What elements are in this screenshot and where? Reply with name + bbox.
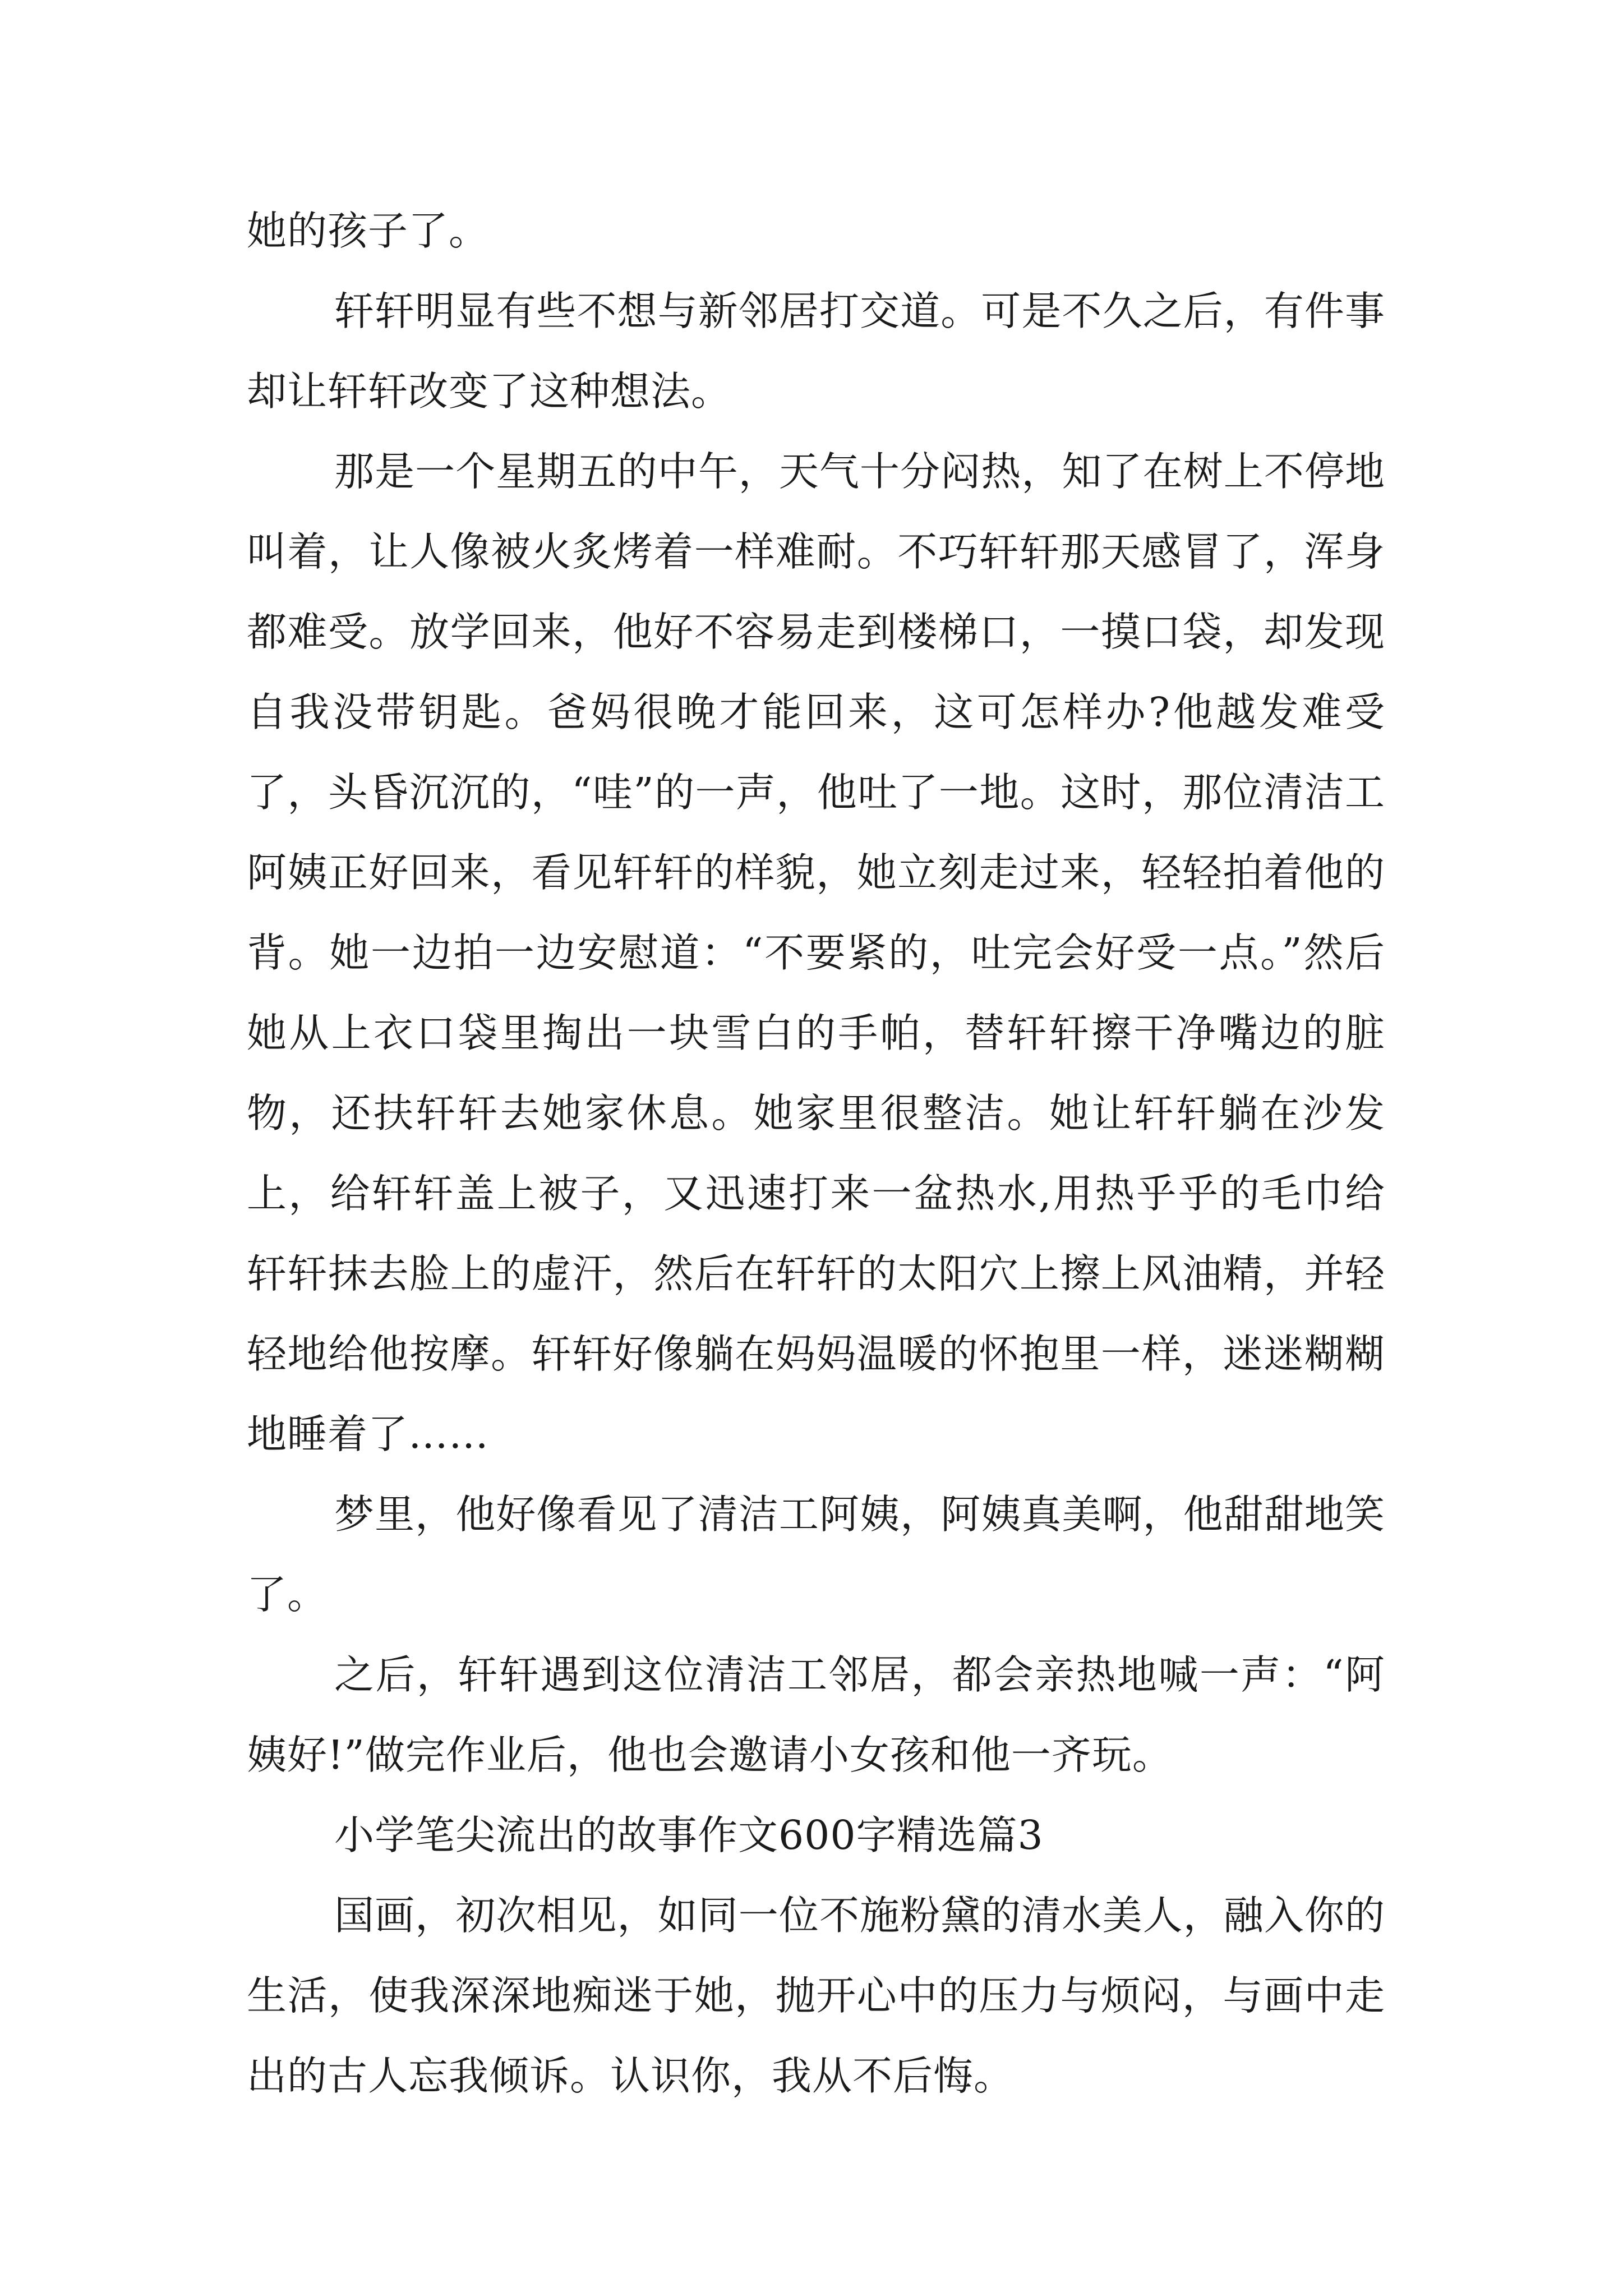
paragraph-5: 之后，轩轩遇到这位清洁工邻居，都会亲热地喊一声：“阿姨好!”做完作业后，他也会邀请小女孩和他一齐玩。 bbox=[247, 1651, 1385, 1778]
paragraph-continuation: 她的孩子了。 bbox=[247, 208, 490, 254]
paragraph-7: 国画，初次相见，如同一位不施粉黛的清水美人，融入你的生活，使我深深地痴迷于她，抛开心中的压力与烦闷，与画中走出的古人忘我倾诉。认识你，我从不后悔。 bbox=[247, 1892, 1385, 2099]
paragraph-2: 轩轩明显有些不想与新邻居打交道。可是不久之后，有件事却让轩轩改变了这种想法。 bbox=[247, 288, 1385, 415]
document-body bbox=[247, 191, 1385, 2116]
section-heading: 小学笔尖流出的故事作文600字精选篇3 bbox=[334, 1812, 1044, 1858]
paragraph-4: 梦里，他好像看见了清洁工阿姨，阿姨真美啊，他甜甜地笑了。 bbox=[247, 1491, 1385, 1618]
paragraph-3: 那是一个星期五的中午，天气十分闷热，知了在树上不停地叫着，让人像被火炙烤着一样难耐。不巧轩轩那天感冒了，浑身都难受。放学回来，他好不容易走到楼梯口，一摸口袋，却发现自我没带钥匙。爸妈很晚才能回来，这可怎样办?他越发难受了，头昏沉沉的，“哇”的一声，他吐了一地。这时，那位清洁工阿姨正好回来，看见轩轩的样貌，她立刻走过来，轻轻拍着他的背。她一边拍一边安慰道：“不要紧的，吐完会好受一点。”然后她从上衣口袋里掏出一块雪白的手帕，替轩轩擦干净嘴边的脏物，还扶轩轩去她家休息。她家里很整洁。她让轩轩躺在沙发上，给轩轩盖上被子，又迅速打来一盆热水,用热乎乎的毛巾给轩轩抹去脸上的虚汗，然后在轩轩的太阳穴上擦上风油精，并轻轻地给他按摩。轩轩好像躺在妈妈温暖的怀抱里一样，迷迷糊糊地睡着了…… bbox=[247, 448, 1385, 1457]
